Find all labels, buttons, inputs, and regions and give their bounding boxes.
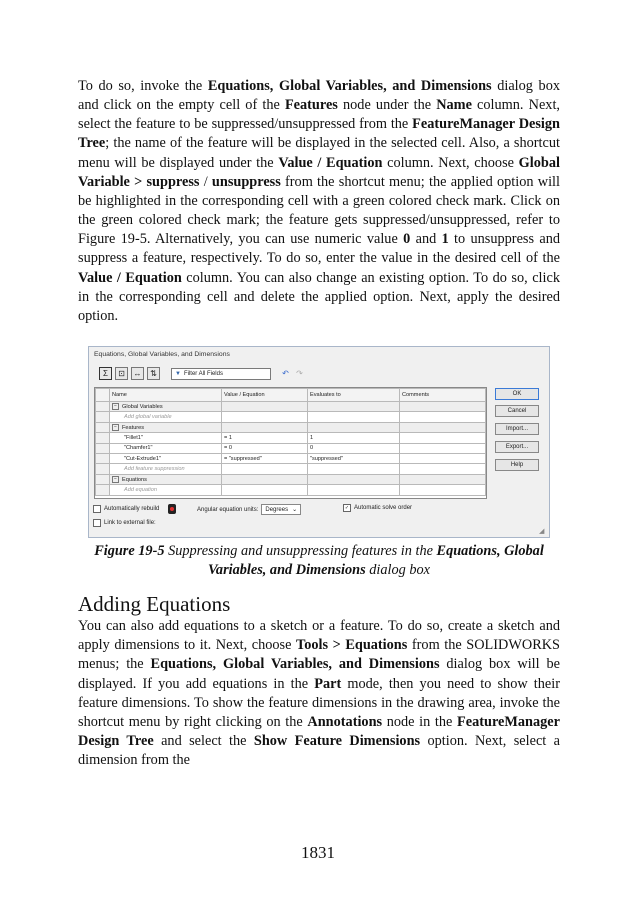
table-row[interactable]: "Fillet1" = 1 1: [96, 433, 486, 443]
figure-caption: Figure 19-5 Suppressing and unsuppressing features in the Equations, Global Variables, and Dimensions dialog box: [94, 543, 544, 578]
rebuild-traffic-light-icon[interactable]: [168, 504, 176, 514]
collapse-icon[interactable]: −: [112, 403, 119, 410]
equations-dialog-screenshot: [88, 346, 550, 538]
sketch-equation-view-icon[interactable]: ⊡: [115, 367, 128, 380]
table-header-row: [96, 389, 486, 402]
filter-placeholder: Filter All Fields: [183, 371, 223, 378]
paragraph-2: You can also add equations to a sketch or a feature. To do so, create a sketch and apply dimensions to it. Next, choose Tools > Equations from the SOLIDWORKS menus; the Equations, Global Variables, and Dimensions dialog box will be displayed. If you add equations in the Part mode, then you need to show their feature dimensions. To show the feature dimensions in the drawing area, invoke the shortcut menu by right clicking on the Annotations node in the FeatureManager Design Tree and select the Show Feature Dimensions option. Next, select a dimension from the: [78, 618, 561, 769]
link-external-option[interactable]: Link to external file:: [93, 519, 156, 527]
filter-field[interactable]: [171, 368, 271, 380]
help-button[interactable]: Help: [495, 459, 539, 471]
dialog-title: Equations, Global Variables, and Dimensions: [94, 351, 230, 359]
auto-rebuild-option[interactable]: Automatically rebuild: [93, 504, 176, 514]
angular-units-control: Angular equation units: Degrees ⌄: [197, 504, 301, 515]
undo-icon[interactable]: ↶: [282, 369, 289, 379]
row-header-cell: [96, 389, 110, 402]
import-button[interactable]: Import...: [495, 423, 539, 435]
export-button[interactable]: Export...: [495, 441, 539, 453]
column-header-evaluates[interactable]: Evaluates to: [308, 389, 400, 402]
collapse-icon[interactable]: −: [112, 424, 119, 431]
add-feature-suppression-row[interactable]: Add feature suppression: [96, 464, 486, 474]
collapse-icon[interactable]: −: [112, 476, 119, 483]
group-row-features[interactable]: − Features: [96, 422, 486, 432]
group-row-equations[interactable]: − Equations: [96, 474, 486, 484]
column-header-comments[interactable]: Comments: [400, 389, 486, 402]
add-equation-row[interactable]: Add equation: [96, 485, 486, 495]
ordered-view-icon[interactable]: ⇅: [147, 367, 160, 380]
redo-icon[interactable]: ↷: [296, 369, 303, 379]
chevron-down-icon: ⌄: [292, 507, 298, 514]
paragraph-1: To do so, invoke the Equations, Global Variables, and Dimensions dialog box and click on the empty cell of the Features node under the Name column. Next, select the feature to be suppressed/unsuppressed from the FeatureManager Design Tree; the name of the feature will be displayed in the selected cell. Also, a shortcut menu will be displayed under the Value / Equation column. Next, choose Global Variable > suppress / unsuppress from the shortcut menu; the applied option will be highlighted in the corresponding cell with a green colored check mark. Click on the green colored check mark; the feature gets suppressed/unsuppressed, refer to Figure 19-5. Alternatively, you can use numeric value 0 and 1 to unsuppress and suppress a feature, respectively. To do so, enter the value in the desired cell of the Value / Equation column. You can also change an existing option. To do so, click in the corresponding cell and delete the applied option. Next, apply the desired option.: [78, 78, 561, 324]
equation-view-icon[interactable]: Σ: [99, 367, 112, 380]
ok-button[interactable]: OK: [495, 388, 539, 400]
table-row[interactable]: "Chamfer1" = 0 0: [96, 443, 486, 453]
link-external-checkbox[interactable]: [93, 519, 101, 527]
dimension-view-icon[interactable]: ↔: [131, 367, 144, 380]
resize-grip-icon[interactable]: ◢: [539, 528, 545, 536]
auto-solve-checkbox[interactable]: ✓: [344, 505, 350, 512]
column-header-name[interactable]: Name: [110, 389, 222, 402]
equations-table: [94, 387, 487, 499]
page-content: [78, 77, 560, 770]
auto-rebuild-checkbox[interactable]: [93, 505, 101, 513]
auto-solve-option[interactable]: ✓ Automatic solve order: [344, 505, 413, 512]
column-header-value[interactable]: Value / Equation: [222, 389, 308, 402]
section-heading: Adding Equations: [78, 592, 231, 617]
table-row[interactable]: "Cut-Extrude1" = "suppressed" "suppressed": [96, 453, 486, 463]
angular-units-select[interactable]: Degrees ⌄: [261, 504, 301, 515]
group-row-global-variables[interactable]: − Global Variables: [96, 402, 486, 412]
add-global-variable-row[interactable]: Add global variable: [96, 412, 486, 422]
cancel-button[interactable]: Cancel: [495, 405, 539, 417]
page-number: 1831: [301, 843, 335, 862]
filter-icon: ▼: [175, 371, 181, 378]
